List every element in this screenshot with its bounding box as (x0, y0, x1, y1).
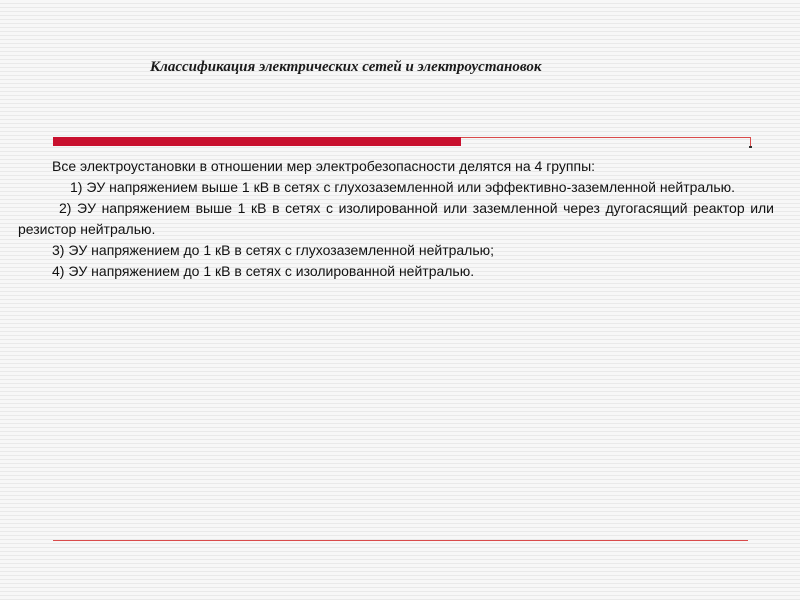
list-item: 1) ЭУ напряжением выше 1 кВ в сетях с глухозаземленной или эффективно-заземленной нейтралью. (70, 179, 736, 195)
accent-bar (53, 137, 461, 146)
footer-rule (53, 540, 748, 541)
slide-title: Классификация электрических сетей и электроустановок (150, 59, 542, 75)
intro-text: Все электроустановки в отношении мер электробезопасности делятся на 4 группы: (52, 158, 596, 174)
accent-rule (461, 137, 751, 138)
accent-rule-dot (749, 146, 752, 148)
list-item: 4) ЭУ напряжением до 1 кВ в сетях с изолированной нейтралью. (52, 263, 475, 279)
slide-body (18, 156, 774, 282)
list-item: 3) ЭУ напряжением до 1 кВ в сетях с глухозаземленной нейтралью; (52, 242, 495, 258)
list-item: 2) ЭУ напряжением выше 1 кВ в сетях с изолированной или заземленной через дугогасящий реактор или резистор нейтралью. (18, 200, 774, 237)
